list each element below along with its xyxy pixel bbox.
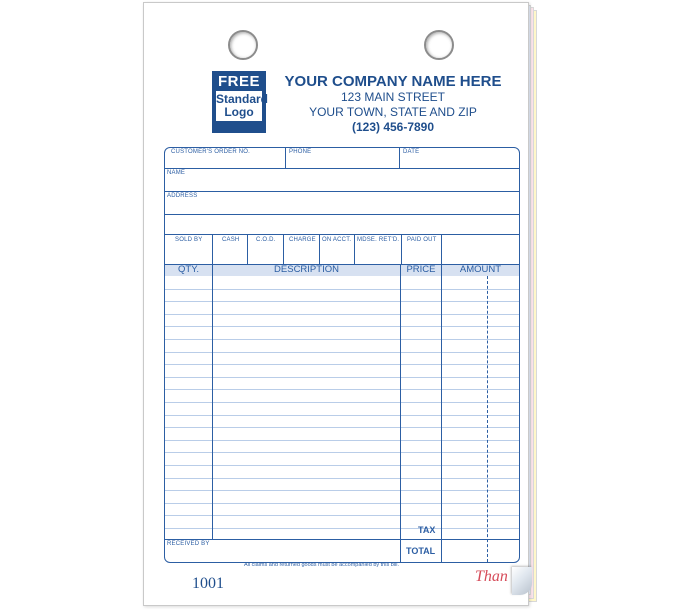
item-row-line <box>165 326 519 327</box>
item-row-line <box>165 364 519 365</box>
binding-hole-left <box>228 30 258 60</box>
form-number: 1001 <box>192 575 224 592</box>
item-row-line <box>165 301 519 302</box>
divider <box>247 234 248 264</box>
sales-form <box>143 2 529 606</box>
date-label: DATE <box>403 149 420 155</box>
item-row-line <box>165 427 519 428</box>
logo-inner <box>216 91 269 121</box>
divider <box>165 214 519 215</box>
item-row-line <box>165 440 519 441</box>
address-label: ADDRESS <box>167 193 198 199</box>
thank-you-script: Than <box>475 568 508 585</box>
price-header: PRICE <box>401 264 441 276</box>
divider <box>487 276 488 562</box>
total-label: TOTAL <box>406 546 436 556</box>
amount-header: AMOUNT <box>442 264 519 276</box>
logo-free-text: FREE <box>217 73 260 90</box>
company-street: 123 MAIN STREET <box>340 90 446 104</box>
item-row-line <box>165 490 519 491</box>
description-header: DESCRIPTION <box>213 264 400 276</box>
item-row-line <box>165 352 519 353</box>
divider <box>319 234 320 264</box>
company-name: YOUR COMPANY NAME HERE <box>284 73 502 90</box>
phone-label: PHONE <box>289 149 312 155</box>
divider <box>165 191 519 192</box>
item-row-line <box>165 415 519 416</box>
divider <box>400 264 401 562</box>
item-row-line <box>165 503 519 504</box>
qty-header: QTY. <box>165 264 212 276</box>
binding-hole-right <box>424 30 454 60</box>
charge-label: CHARGE <box>289 237 316 243</box>
divider <box>165 234 519 235</box>
received-by-label: RECEIVED BY <box>167 541 210 547</box>
item-row-line <box>165 339 519 340</box>
divider <box>285 148 286 168</box>
sold-by-label: SOLD BY <box>175 237 203 243</box>
paid-out-label: PAID OUT <box>407 237 437 243</box>
logo-line-2: Logo <box>224 105 254 119</box>
divider <box>165 539 519 540</box>
company-logo <box>212 71 269 133</box>
divider <box>441 264 442 562</box>
item-row-line <box>165 289 519 290</box>
form-grid <box>164 147 520 563</box>
divider <box>401 234 402 264</box>
divider <box>399 148 400 168</box>
company-header <box>268 73 518 134</box>
item-row-line <box>165 478 519 479</box>
tax-label: TAX <box>418 525 436 535</box>
company-city: YOUR TOWN, STATE AND ZIP <box>309 105 477 119</box>
divider <box>354 234 355 264</box>
name-label: NAME <box>167 170 186 176</box>
item-row-line <box>165 377 519 378</box>
divider <box>165 168 519 169</box>
mdse-retd-label: MDSE. RET'D. <box>357 237 400 243</box>
cash-label: CASH <box>222 237 240 243</box>
item-row-line <box>165 452 519 453</box>
order-no-label: CUSTOMER'S ORDER NO. <box>171 149 251 155</box>
footnote: All claims and returned goods must be accompanied by this bill. <box>244 562 399 568</box>
divider <box>441 234 442 264</box>
divider <box>212 234 213 264</box>
cod-label: C.O.D. <box>256 237 276 243</box>
item-row-line <box>165 314 519 315</box>
divider <box>165 264 519 265</box>
item-row-line <box>165 465 519 466</box>
item-row-line <box>165 402 519 403</box>
page-curl <box>512 567 532 595</box>
divider <box>212 264 213 539</box>
item-row-line <box>165 528 519 529</box>
on-acct-label: ON ACCT. <box>322 237 352 243</box>
item-row-line <box>165 515 519 516</box>
item-row-line <box>165 389 519 390</box>
logo-line-1: Standard <box>216 92 269 106</box>
divider <box>283 234 284 264</box>
company-phone: (123) 456-7890 <box>351 120 435 134</box>
